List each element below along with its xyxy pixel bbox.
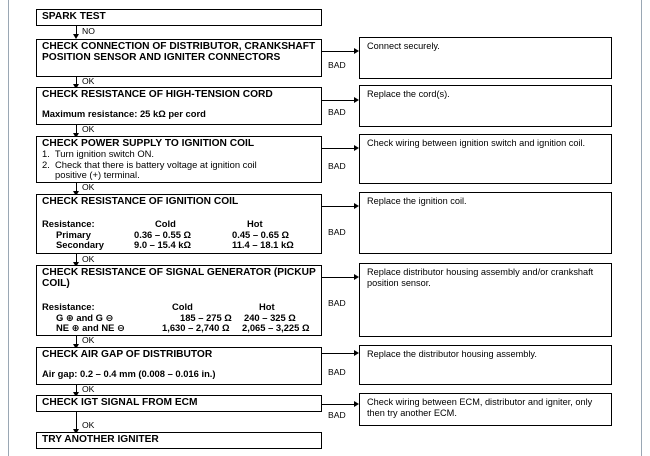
step-check-ignition-coil-resistance <box>36 194 322 254</box>
step-title: CHECK AIR GAP OF DISTRIBUTOR <box>42 349 213 360</box>
step-spark-test <box>36 9 322 26</box>
flow-label-ok: OK <box>82 420 95 430</box>
step-title: CHECK CONNECTION OF DISTRIBUTOR, CRANKSHAFT POSITION SENSOR AND IGNITER CONNECTORS <box>42 41 316 63</box>
pickup-resistance-table <box>42 302 322 334</box>
row-label-ne: NE ⊕ and NE ⊖ <box>56 322 125 333</box>
step-title: CHECK RESISTANCE OF SIGNAL GENERATOR (PICKUP COIL) <box>42 267 316 289</box>
table-header-cold: Cold <box>155 218 176 229</box>
flow-label-ok: OK <box>82 254 95 264</box>
step-check-high-tension-cord <box>36 87 322 125</box>
bad-arrow <box>322 148 355 149</box>
ne-hot-value: 2,065 – 3,225 Ω <box>242 322 310 333</box>
result-text: Check wiring between ignition switch and ignition coil. <box>367 138 586 148</box>
primary-hot-value: 0.45 – 0.65 Ω <box>232 228 290 240</box>
result-text: Replace the cord(s). <box>367 89 450 99</box>
result-text: Connect securely. <box>367 41 440 51</box>
result-text: Replace distributor housing assembly and/or crankshaft position sensor. <box>367 267 594 288</box>
flow-label-ok: OK <box>82 335 95 345</box>
result-replace-cords <box>359 85 612 127</box>
step-title: TRY ANOTHER IGNITER <box>42 434 159 445</box>
step-check-connectors <box>36 39 322 77</box>
coil-resistance-table <box>42 219 322 251</box>
result-replace-housing <box>359 345 612 385</box>
g-hot-value: 240 – 325 Ω <box>244 311 296 323</box>
step-try-another-igniter <box>36 432 322 449</box>
bad-arrow <box>322 353 355 354</box>
flow-label-bad: BAD <box>328 107 346 117</box>
step-title: CHECK IGT SIGNAL FROM ECM <box>42 397 198 408</box>
step-check-igt-signal <box>36 395 322 412</box>
row-label-primary: Primary <box>56 228 91 240</box>
ne-cold-value: 1,630 – 2,740 Ω <box>162 322 230 333</box>
table-header-cold: Cold <box>172 301 193 312</box>
flow-label-bad: BAD <box>328 298 346 308</box>
result-replace-ignition-coil <box>359 192 612 254</box>
connector-line <box>76 412 77 430</box>
result-check-ecm-wiring <box>359 393 612 426</box>
bad-arrow <box>322 51 355 52</box>
result-check-wiring-switch-coil <box>359 134 612 184</box>
flow-label-ok: OK <box>82 76 95 86</box>
step-check-power-supply <box>36 136 322 183</box>
result-replace-housing-or-sensor <box>359 263 612 337</box>
step-title: CHECK RESISTANCE OF HIGH-TENSION CORD <box>42 89 273 100</box>
air-gap-spec: Air gap: 0.2 – 0.4 mm (0.008 – 0.016 in.) <box>42 368 216 379</box>
result-connect-securely <box>359 37 612 79</box>
bad-arrow <box>322 206 355 207</box>
table-header-hot: Hot <box>259 301 275 312</box>
row-label-secondary: Secondary <box>56 239 104 250</box>
secondary-cold-value: 9.0 – 15.4 kΩ <box>134 239 192 250</box>
step-check-signal-generator <box>36 265 322 336</box>
max-resistance-spec: Maximum resistance: 25 kΩ per cord <box>42 108 206 119</box>
flow-label-bad: BAD <box>328 60 346 70</box>
bad-arrow <box>322 277 355 278</box>
table-header-resistance: Resistance: <box>42 218 95 229</box>
flow-label-bad: BAD <box>328 161 346 171</box>
flow-label-bad: BAD <box>328 227 346 237</box>
primary-cold-value: 0.36 – 0.55 Ω <box>134 228 192 240</box>
flow-label-ok: OK <box>82 384 95 394</box>
table-header-resistance: Resistance: <box>42 301 95 312</box>
instruction-1: 1. Turn ignition switch ON. <box>42 148 155 159</box>
result-text: Replace the distributor housing assembly. <box>367 349 537 359</box>
flow-label-bad: BAD <box>328 367 346 377</box>
g-cold-value: 185 – 275 Ω <box>180 311 232 323</box>
flow-label-bad: BAD <box>328 410 346 420</box>
flow-label-ok: OK <box>82 182 95 192</box>
step-title: SPARK TEST <box>42 11 106 22</box>
step-title: CHECK RESISTANCE OF IGNITION COIL <box>42 196 239 207</box>
flow-label-ok: OK <box>82 124 95 134</box>
step-title: CHECK POWER SUPPLY TO IGNITION COIL <box>42 138 255 149</box>
instruction-2: 2. Check that there is battery voltage at ignition coil <box>42 158 257 170</box>
row-label-g: G ⊕ and G ⊖ <box>56 311 114 323</box>
step-check-air-gap <box>36 347 322 385</box>
bad-arrow <box>322 404 355 405</box>
instruction-2-continued: positive (+) terminal. <box>42 169 140 181</box>
secondary-hot-value: 11.4 – 18.1 kΩ <box>232 239 294 250</box>
result-text: Check wiring between ECM, distributor and igniter, only then try another ECM. <box>367 397 593 418</box>
table-header-hot: Hot <box>247 218 263 229</box>
bad-arrow <box>322 100 355 101</box>
result-text: Replace the ignition coil. <box>367 196 467 206</box>
flow-label-no: NO <box>82 26 95 36</box>
